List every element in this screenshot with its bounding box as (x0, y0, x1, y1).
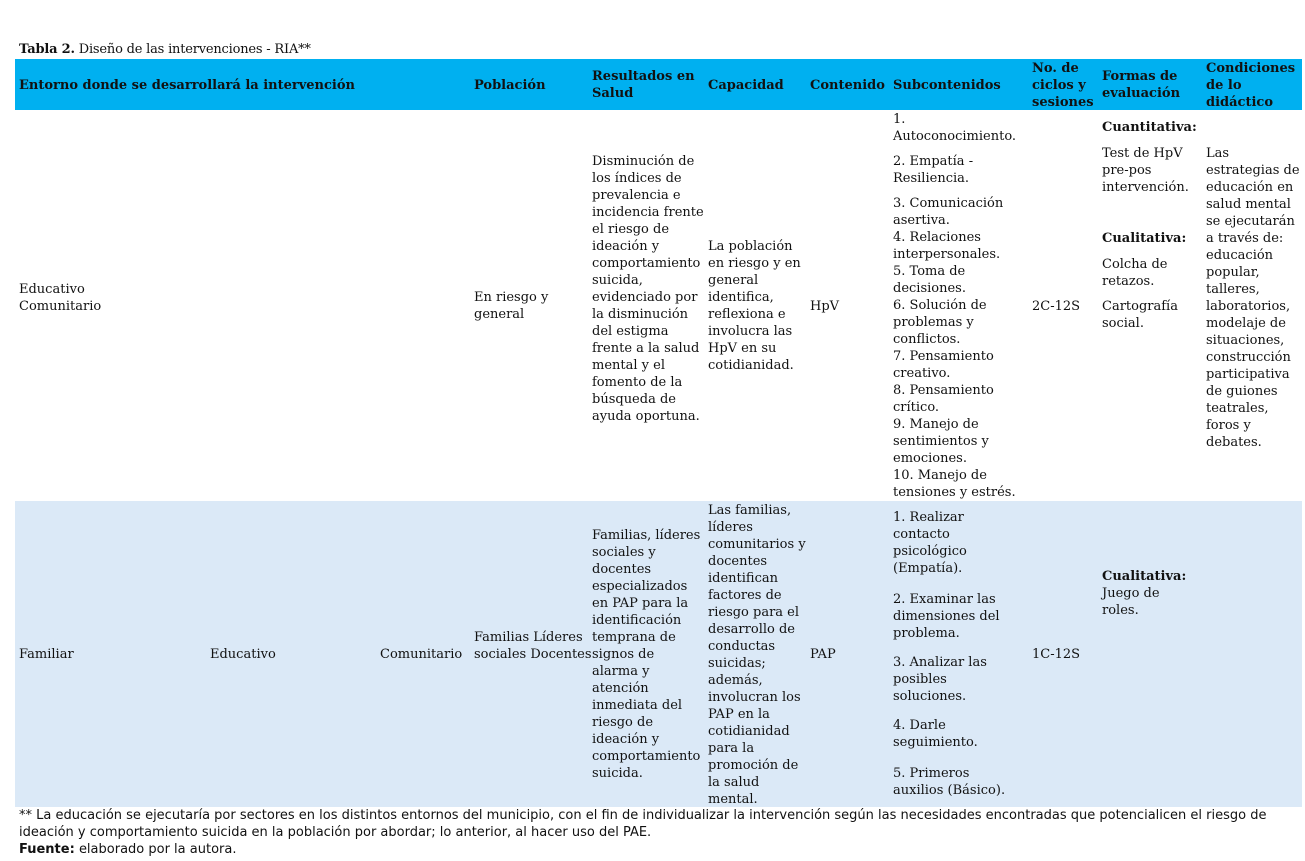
row2-resultados: Familias, líderes sociales y docentes especializados en PAP para la identificación temprana de signos de alarma y atención inmediata del riesgo de ideación y comportamiento suicida. (592, 528, 701, 781)
header-resultados: Resultados en Salud (592, 69, 695, 101)
header-contenido: Contenido (810, 78, 885, 93)
source-label: Fuente: (19, 842, 75, 857)
row2-subcontenidos (893, 509, 1011, 799)
row2-entorno-educativo: Educativo (210, 647, 276, 662)
header-ciclos: No. de ciclos y sesiones (1032, 61, 1094, 110)
caption-label: Tabla 2. (19, 42, 75, 57)
subcontenido-item: 5. Primeros auxilios (Básico). (893, 766, 1006, 798)
subcontenido-item: 1. Autoconocimiento. (893, 112, 1017, 144)
cualitativa-item: Cartografía social. (1102, 299, 1178, 331)
header-entorno: Entorno donde se desarrollará la intervención (19, 78, 355, 93)
subcontenido-item: 8. Pensamiento crítico. (893, 383, 994, 415)
header-subcontenidos: Subcontenidos (893, 78, 1001, 93)
cuantitativa-text: Test de HpV pre-pos intervención. (1102, 146, 1189, 195)
subcontenido-item: 2. Examinar las dimensiones del problema. (893, 592, 1000, 641)
table-caption (19, 42, 311, 57)
cualitativa-label: Cualitativa: (1102, 231, 1187, 246)
row2-capacidad: Las familias, líderes comunitarios y docentes identifican factores de riesgo para el desarrollo de conductas suicidas; además, involucran los PAP en la cotidianidad para la promoción de la salud mental. (708, 503, 806, 807)
header-formas: Formas de evaluación (1102, 69, 1181, 101)
row2-entorno-comunitario: Comunitario (380, 647, 463, 662)
cualitativa-label: Cualitativa: (1102, 569, 1187, 584)
row2-poblacion: Familias Líderes sociales Docentes (474, 630, 592, 662)
subcontenido-item: 10. Manejo de tensiones y estrés. (893, 468, 1016, 500)
subcontenido-item: 2. Empatía - Resiliencia. (893, 154, 974, 186)
row1-subcontenidos (893, 111, 1028, 501)
subcontenido-item: 3. Comunicación asertiva. (893, 196, 1004, 228)
source-line (19, 841, 1299, 858)
header-poblacion: Población (474, 78, 546, 93)
row1-ciclos: 2C-12S (1032, 299, 1081, 314)
header-capacidad: Capacidad (708, 78, 784, 93)
row2-formas (1102, 568, 1197, 619)
row1-capacidad: La población en riesgo y en general identifica, reflexiona e involucra las HpV en su cotidianidad. (708, 239, 801, 373)
subcontenido-item: 6. Solución de problemas y conflictos. (893, 298, 987, 347)
caption-text: Diseño de las intervenciones - RIA** (78, 42, 311, 57)
row2-ciclos: 1C-12S (1032, 647, 1081, 662)
row2-entorno-familiar: Familiar (19, 647, 74, 662)
subcontenido-item: 4. Darle seguimiento. (893, 718, 978, 750)
row1-formas (1102, 119, 1197, 332)
footnote-text: ** La educación se ejecutaría por sectores en los distintos entornos del municipio, con el fin de individualizar la intervención según las necesidades encontradas que potencialicen el riesgo de ideación y comportamiento suicida en la población por abordar; lo anterior, al hacer uso del PAE. (19, 808, 1267, 840)
subcontenido-item: 1. Realizar contacto psicológico (Empatía). (893, 510, 967, 576)
row1-poblacion: En riesgo y general (474, 290, 549, 322)
subcontenido-item: 3. Analizar las posibles soluciones. (893, 655, 987, 704)
subcontenido-item: 5. Toma de decisiones. (893, 264, 966, 296)
row1-entorno: Educativo Comunitario (19, 282, 102, 314)
row2-contenido: PAP (810, 647, 836, 662)
row1-resultados: Disminución de los índices de prevalencia e incidencia frente el riesgo de ideación y comportamiento suicida, evidenciado por la disminución del estigma frente a la salud mental y el fomento de la búsqueda de ayuda oportuna. (592, 154, 704, 424)
row1-contenido: HpV (810, 299, 840, 314)
row1-condiciones: Las estrategias de educación en salud mental se ejecutarán a través de: educación popular, talleres, laboratorios, modelaje de situaciones, construcción participativa de guiones teatrales, foros y debates. (1206, 146, 1300, 450)
table-footnote (19, 807, 1299, 858)
subcontenido-item: 7. Pensamiento creativo. (893, 349, 994, 381)
subcontenido-item: 9. Manejo de sentimientos y emociones. (893, 417, 989, 466)
header-condiciones: Condiciones de lo didáctico (1206, 61, 1296, 110)
source-text: elaborado por la autora. (78, 842, 237, 857)
cualitativa-text: Juego de roles. (1102, 586, 1160, 618)
cualitativa-item: Colcha de retazos. (1102, 257, 1168, 289)
subcontenido-item: 4. Relaciones interpersonales. (893, 230, 1001, 262)
cuantitativa-label: Cuantitativa: (1102, 120, 1197, 135)
